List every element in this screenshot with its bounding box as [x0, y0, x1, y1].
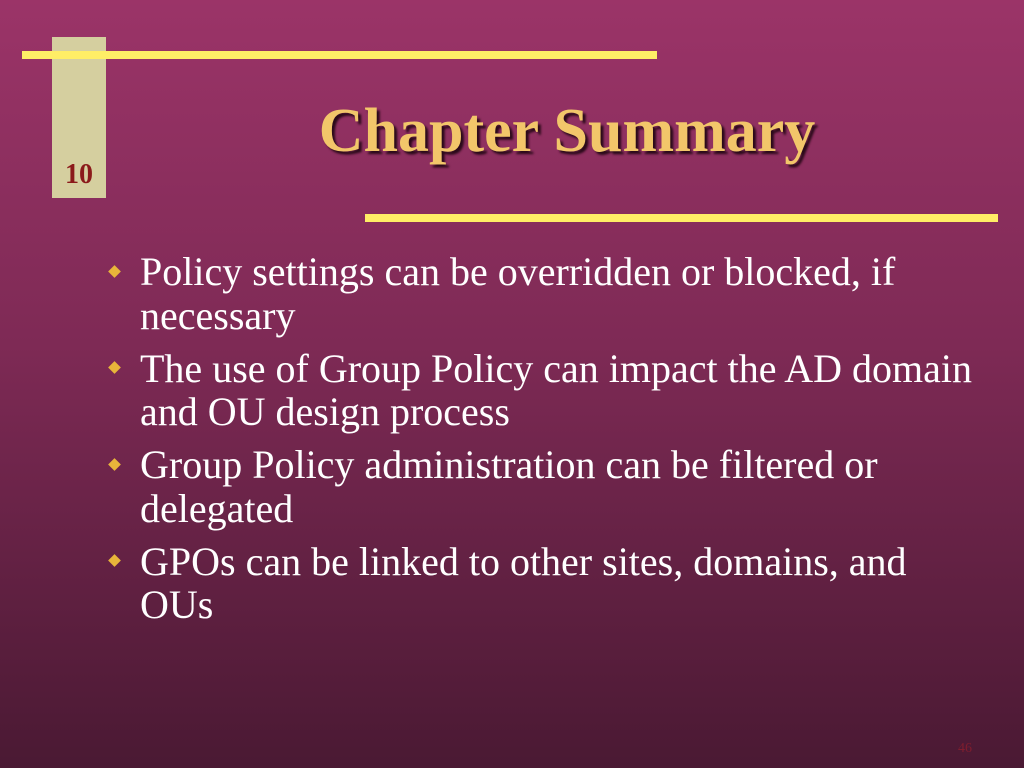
diamond-bullet-icon	[108, 554, 121, 567]
bullet-text-line: necessary	[140, 292, 296, 338]
slide-number: 46	[958, 741, 972, 756]
bullet-text-line: and OU design process	[140, 389, 510, 434]
bullet-text-line: GPOs can be linked to other sites, domains, and	[140, 538, 907, 584]
diamond-bullet-icon	[108, 458, 121, 471]
bullet-text-line: Group Policy administration can be filtered or	[140, 442, 878, 487]
chapter-tab	[52, 37, 106, 198]
bullet-item	[140, 443, 1000, 530]
bullet-text-line: delegated	[140, 485, 294, 531]
bullet-item	[140, 347, 1000, 434]
bullet-list	[140, 250, 1000, 636]
bullet-text-line: Policy settings can be overridden or blocked, if	[140, 249, 896, 294]
chapter-number: 10	[65, 159, 93, 190]
top-accent-line	[22, 51, 657, 59]
bullet-item	[140, 540, 1000, 627]
diamond-bullet-icon	[108, 361, 121, 374]
slide-title: Chapter Summary	[318, 97, 816, 165]
bullet-text-line: The use of Group Policy can impact the AD domain	[140, 345, 973, 391]
bullet-item	[140, 250, 1000, 337]
bottom-accent-line	[365, 214, 998, 222]
diamond-bullet-icon	[108, 265, 121, 278]
bullet-text-line: OUs	[140, 582, 214, 627]
